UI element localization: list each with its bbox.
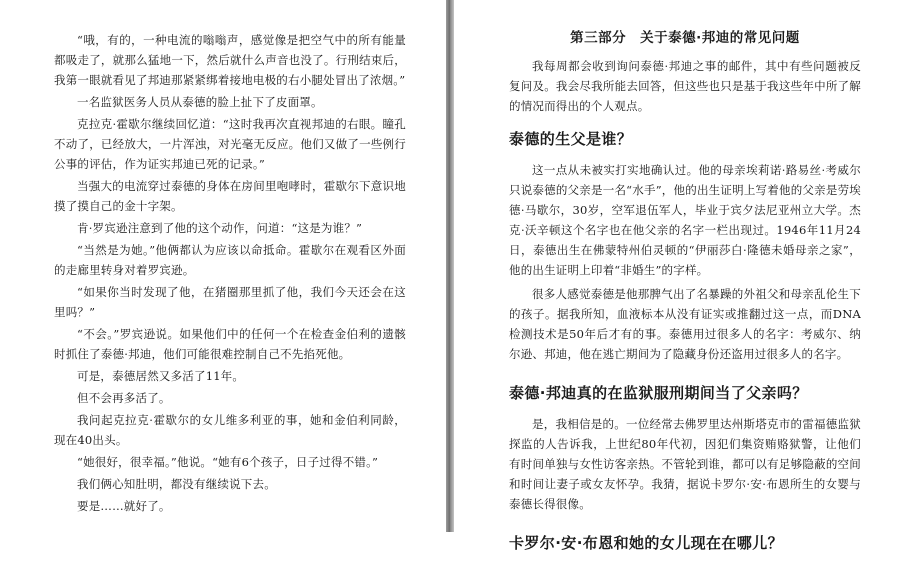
section-heading: 泰德·邦迪真的在监狱服刑期间当了父亲吗？ — [509, 384, 808, 402]
paragraph: 但不会再多活了。 — [77, 391, 171, 405]
section-heading: 泰德的生父是谁？ — [509, 130, 633, 148]
left-page — [0, 0, 446, 532]
paragraph: 这一点从未被实打实地确认过。他的母亲埃莉诺·路易丝·考威尔只说泰德的父亲是一名“水手”，他的出生证明上写着他的父亲是劳埃德·马歇尔，30岁，空军退伍军人，毕业于宾夕法尼亚州立大学。杰克·沃辛顿这个名字也在他父亲的名字一栏出现过。1946年11月24日，泰德出生在佛蒙特州伯灵顿的“伊丽莎白·隆德未婚母亲之家”，他的出生证明上印着“非婚生”的字样。 — [509, 163, 861, 277]
paragraph: “哦，有的，一种电流的嗡嗡声，感觉像是把空气中的所有能量都吸走了，就那么猛地一下，然后就什么声音也没了。行刑结束后，我第一眼就看见了邦迪那紧紧绑着接地电极的右小腿处冒出了浓烟。” — [54, 33, 406, 87]
paragraph: 要是……就好了。 — [77, 499, 171, 513]
section-heading: 卡罗尔·安·布恩和她的女儿现在在哪儿？ — [509, 534, 783, 552]
right-page — [454, 0, 900, 552]
paragraph: 克拉克·霍歇尔继续回忆道：“这时我再次直视邦迪的右眼。瞳孔不动了，已经放大，一片浑浊，对光毫无反应。他们又做了一些例行公事的评估，作为证实邦迪已死的记录。” — [54, 117, 406, 171]
right-page-text — [509, 28, 861, 564]
paragraph: 是，我相信是的。一位经常去佛罗里达州斯塔克市的雷福德监狱探监的人告诉我，上世纪80年代初，因犯们集资贿赂狱警，让他们有时间单独与女性访客亲热。不管轮到谁，都可以有足够隐蔽的空间和时间让妻子或女友怀孕。我猜，据说卡罗尔·安·布恩所生的女婴与泰德长得很像。 — [509, 417, 861, 511]
paragraph: “如果你当时发现了他，在猪圈那里抓了他，我们今天还会在这里吗？” — [54, 285, 406, 319]
paragraph: “当然是为她。”他俩都认为应该以命抵命。霍歇尔在观看区外面的走廊里转身对着罗宾逊。 — [54, 243, 406, 277]
part-title: 第三部分 关于泰德·邦迪的常见问题 — [570, 30, 800, 46]
paragraph: “她很好，很幸福。”他说。“她有6个孩子，日子过得不错。” — [77, 455, 379, 469]
paragraph: 很多人感觉泰德是他那脾气出了名暴躁的外祖父和母亲乱伦生下的孩子。据我所知，血液标本从没有证实或推翻过这一点，而DNA检测技术是50年后才有的事。泰德用过很多人的名字：考威尔、纳尔逊、邦迪，他在逃亡期间为了隐藏身份还盗用过很多人的名字。 — [509, 287, 861, 361]
paragraph: “不会。”罗宾逊说。如果他们中的任何一个在检查金伯利的遗骸时抓住了泰德·邦迪，他们可能很难控制自己不先掐死他。 — [54, 327, 406, 361]
paragraph: 肯·罗宾逊注意到了他的这个动作，问道：“这是为谁？” — [77, 221, 363, 235]
left-page-text — [54, 30, 406, 518]
paragraph: 我们俩心知肚明，都没有继续说下去。 — [77, 477, 276, 491]
paragraph: 可是，泰德居然又多活了11年。 — [77, 369, 245, 383]
intro-paragraph: 我每周都会收到询问泰德·邦迪之事的邮件，其中有些问题被反复问及。我会尽我所能去回答，但这些也只是基于我这些年中所了解的情况而得出的个人观点。 — [509, 59, 861, 113]
paragraph: 当强大的电流穿过泰德的身体在房间里咆哮时，霍歇尔下意识地摸了摸自己的金十字架。 — [54, 179, 406, 213]
page-spine-divider — [446, 0, 454, 532]
paragraph: 一名监狱医务人员从泰德的脸上扯下了皮面罩。 — [77, 95, 323, 109]
paragraph: 我问起克拉克·霍歇尔的女儿维多利亚的事，她和金伯利同龄，现在40出头。 — [54, 413, 406, 447]
